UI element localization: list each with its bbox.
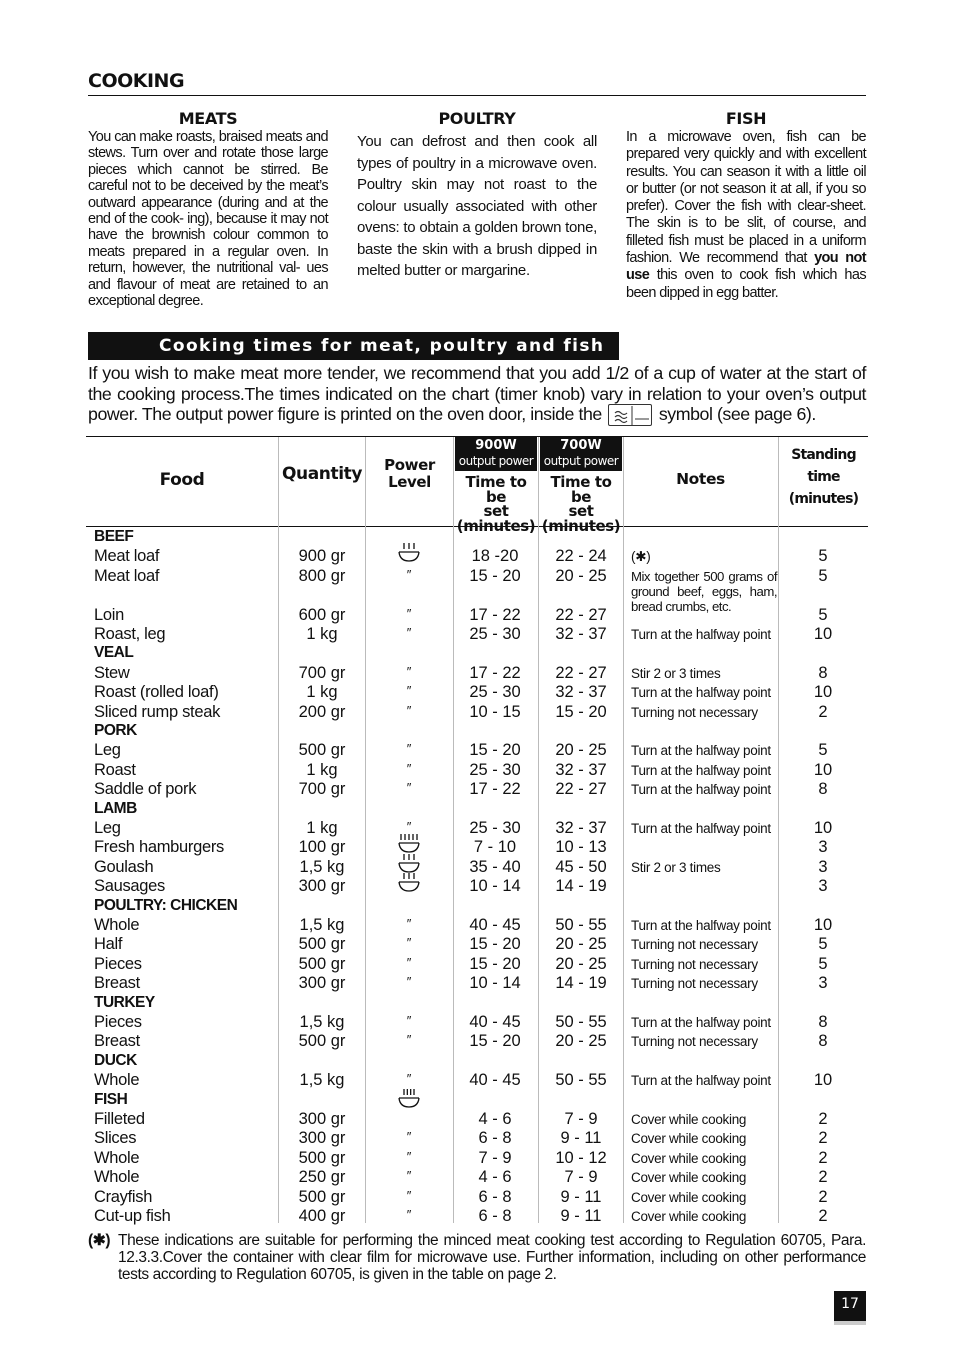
section-banner: Cooking times for meat, poultry and fish [88,332,619,360]
standing-time: 5 [818,566,828,585]
footnote-mark: (✱) [88,1232,111,1249]
quantity-value: 800 gr [298,566,346,585]
power-level: ″ [406,663,412,679]
power-level: ″ [406,916,412,931]
table-row [0,838,954,857]
header-time-700 [540,475,622,533]
time-900w: 6 - 8 [478,1129,512,1148]
note-text: Cover while cooking [631,1209,747,1224]
header-power-line1: Power [384,456,435,474]
power-level-icon [366,541,452,563]
time-set-line3: (minutes) [456,516,536,535]
table-row [0,606,954,625]
food-name: Breast [94,974,140,993]
time-900w: 25 - 30 [469,819,521,837]
quantity-value: 300 gr [298,1110,346,1128]
standing-time: 10 [813,760,833,779]
time-900w: 15 - 20 [469,935,521,954]
quantity-value: 300 gr [298,974,346,993]
standing-time: 5 [818,605,828,624]
time-700w: 14 - 19 [555,877,607,896]
section-title: COOKING [88,70,185,92]
category-row [0,528,954,547]
table-row [0,741,954,760]
quantity-value: 1 kg [306,760,338,779]
time-700w: 20 - 25 [555,741,607,760]
standing-time: 2 [818,1207,828,1225]
time-700w: 32 - 37 [555,819,607,837]
title-rule [88,95,866,96]
note-text: Stir 2 or 3 times [631,859,721,875]
table-row [0,1188,954,1207]
category-label: LAMB [94,799,137,817]
food-name: Breast [94,1032,140,1051]
power-level: ″ [406,566,412,582]
time-700w: 22 - 27 [555,780,607,799]
note-text: Turn at the halfway point [631,1015,771,1030]
table-row [0,547,954,566]
time-700w: 50 - 55 [555,916,607,934]
time-set-line3: (minutes) [541,516,621,535]
table-row [0,664,954,683]
table-row [0,1071,954,1090]
standing-time: 3 [818,877,828,896]
quantity-value: 700 gr [298,663,346,682]
page-number: 17 [834,1291,866,1321]
category-row [0,722,954,741]
standing-time: 5 [818,741,828,760]
header-power [366,457,453,491]
fish-heading: FISH [725,109,767,128]
standing-line2: time [807,469,840,485]
category-row [0,994,954,1013]
time-900w: 4 - 6 [478,1168,512,1187]
food-name: Whole [94,1168,140,1187]
food-name: Half [94,935,123,954]
time-700w: 50 - 55 [555,1013,607,1031]
power-level: ″ [406,625,412,640]
table-row [0,1207,954,1226]
table-row [0,683,954,702]
quantity-value: 1,5 kg [299,916,345,934]
meats-heading: MEATS [178,109,238,128]
food-name: Pieces [94,1013,142,1031]
note-text: Turning not necessary [631,956,758,972]
time-700w: 10 - 13 [555,838,607,857]
header-900w-label: 900W [475,438,517,453]
quantity-value: 400 gr [298,1207,346,1225]
header-standing [779,444,868,510]
note-text: Cover while cooking [631,1150,747,1166]
power-level: ″ [406,1187,412,1203]
standing-time: 10 [813,625,833,643]
quantity-value: 300 gr [298,1129,346,1148]
food-name: Meat loaf [94,566,160,585]
table-row [0,1129,954,1148]
category-row [0,1091,954,1110]
power-level: ″ [406,1168,412,1184]
time-900w: 40 - 45 [469,916,521,934]
note-text: Turn at the halfway point [631,918,771,933]
note-text: Turn at the halfway point [631,685,771,701]
time-900w: 18 -20 [471,547,519,566]
note-text: (✱) [631,549,651,565]
time-900w: 7 - 9 [478,1148,512,1167]
note-text: Turning not necessary [631,976,758,992]
food-name: Whole [94,1071,140,1090]
time-900w: 10 - 14 [469,877,521,896]
standing-time: 2 [818,702,828,721]
category-label: DUCK [94,1051,137,1069]
table-row [0,761,954,780]
note-text: Turn at the halfway point [631,782,771,798]
standing-time: 8 [818,1032,828,1051]
category-row [0,1052,954,1071]
time-700w: 7 - 9 [564,1110,598,1128]
time-900w: 17 - 22 [469,663,521,682]
table-row [0,1013,954,1032]
power-level: ″ [406,935,412,951]
power-level: ″ [406,702,412,718]
table-row [0,1110,954,1129]
food-name: Loin [94,605,124,624]
food-name: Pieces [94,954,142,973]
standing-time: 10 [813,916,833,934]
time-700w: 32 - 37 [555,683,607,702]
food-name: Roast [94,760,136,779]
food-name: Sliced rump steak [94,702,221,721]
time-700w: 22 - 27 [555,663,607,682]
standing-time: 3 [818,857,828,876]
power-level: ″ [406,974,412,990]
standing-time: 5 [818,935,828,954]
note-text: Cover while cooking [631,1170,747,1186]
power-level: ″ [406,1032,412,1048]
table-row [0,974,954,993]
note-text: Turn at the halfway point [631,1073,771,1089]
category-row [0,800,954,819]
footnote-text: These indications are suitable for performing the minced meat cooking test according to Regulation 60705, Para. 12.3.3.Cover the container with clear film for microwave use. Further information, including on other performance tests according to Regulation 60705, is given in the table on page 2. [118,1232,866,1284]
time-700w: 22 - 24 [555,547,607,566]
table-row [0,955,954,974]
time-700w: 9 - 11 [560,1129,602,1148]
standing-time: 8 [818,1013,828,1031]
time-700w: 22 - 27 [555,605,607,624]
time-900w: 4 - 6 [478,1110,512,1128]
power-level-icon [366,1087,452,1109]
time-700w: 20 - 25 [555,935,607,954]
food-name: Meat loaf [94,547,160,566]
table-row [0,877,954,896]
standing-time: 2 [818,1110,828,1128]
header-700w-label: 700W [560,438,602,453]
note-text: Turn at the halfway point [631,743,771,759]
power-level-icon [366,871,452,893]
standing-time: 2 [818,1168,828,1187]
food-name: Saddle of pork [94,780,197,799]
fish-text-part2: this oven to cook fish which has been dipped in egg batter. [626,267,866,301]
category-label: PORK [94,722,137,739]
time-900w: 35 - 40 [469,857,521,876]
time-700w: 20 - 25 [555,954,607,973]
food-name: Roast, leg [94,625,166,643]
time-700w: 7 - 9 [564,1168,598,1187]
time-set-line2: set [568,502,594,520]
poultry-heading: POULTRY [438,109,516,128]
time-700w: 20 - 25 [555,1032,607,1051]
standing-time: 3 [818,838,828,857]
note-text: Turn at the halfway point [631,821,771,836]
time-700w: 9 - 11 [560,1187,602,1206]
time-900w: 6 - 8 [478,1187,512,1206]
food-name: Crayfish [94,1187,153,1206]
fish-text-bold: you not use [626,250,866,284]
header-quantity: Quantity [281,464,363,484]
food-name: Leg [94,819,121,837]
header-power-line2: Level [388,473,431,491]
category-row [0,644,954,663]
time-700w: 14 - 19 [555,974,607,993]
power-level: ″ [406,954,412,970]
category-label: VEAL [94,644,134,662]
time-900w: 25 - 30 [469,625,521,643]
power-level: ″ [406,605,412,621]
quantity-value: 1 kg [306,683,338,702]
food-name: Leg [94,741,121,760]
table-row [0,586,954,605]
time-900w: 6 - 8 [478,1207,512,1225]
time-700w: 9 - 11 [560,1207,602,1225]
note-text: Turning not necessary [631,937,758,953]
intro-text-end: symbol (see page 6). [658,404,816,425]
footnote [88,1232,866,1284]
power-level: ″ [406,741,412,757]
header-700w [540,437,622,471]
time-900w: 40 - 45 [469,1013,521,1031]
quantity-value: 500 gr [298,741,346,760]
category-label: POULTRY: CHICKEN [94,896,238,914]
power-level: ″ [406,683,412,699]
category-label: BEEF [94,528,134,545]
time-700w: 45 - 50 [555,857,607,876]
standing-time: 10 [813,1071,833,1090]
time-700w: 50 - 55 [555,1071,607,1090]
time-900w: 25 - 30 [469,760,521,779]
food-name: Sausages [94,877,165,896]
time-900w: 15 - 20 [469,1032,521,1051]
note-text: Turning not necessary [631,704,758,720]
time-set-line1: Time to be [465,473,527,506]
category-label: FISH [94,1090,128,1108]
time-900w: 25 - 30 [469,683,521,702]
power-level: ″ [406,819,412,834]
header-food: Food [159,470,205,490]
intro-paragraph [88,363,866,426]
table-row [0,780,954,799]
quantity-value: 1,5 kg [299,857,345,876]
microwave-symbol-icon [608,404,652,426]
time-700w: 32 - 37 [555,760,607,779]
time-set-line2: set [483,502,509,520]
table-row [0,1149,954,1168]
standing-time: 3 [818,974,828,993]
time-900w: 7 - 10 [473,838,517,857]
standing-time: 2 [818,1148,828,1167]
standing-line1: Standing [791,447,856,463]
quantity-value: 500 gr [298,935,346,954]
note-text: Turn at the halfway point [631,627,771,642]
standing-time: 8 [818,780,828,799]
quantity-value: 600 gr [298,605,346,624]
header-notes: Notes [676,470,725,488]
table-row [0,625,954,644]
quantity-value: 1,5 kg [299,1071,345,1090]
power-level: ″ [406,1129,412,1145]
quantity-value: 200 gr [298,702,346,721]
food-name: Whole [94,1148,140,1167]
standing-time: 8 [818,663,828,682]
note-text: Turning not necessary [631,1034,758,1050]
time-900w: 10 - 14 [469,974,521,993]
table-row [0,916,954,935]
standing-time: 5 [818,547,828,566]
power-level: ″ [406,780,412,796]
meats-text: You can make roasts, braised meats and stews. Turn over and rotate those large pieces which cannot be stirred. Be careful not to be deceived by the meat’s outward appearance (during and at the end of the cook- ing), because it may not have the brownish colour common to meats prepared in a regular oven. In return, however, the nutritional val- ues and flavour of meat are retained to an exceptional degree. [88,129,328,310]
header-700w-sub: output power [543,454,619,468]
standing-time: 5 [818,954,828,973]
header-900w-sub: output power [458,454,534,468]
food-name: Cut-up fish [94,1207,171,1225]
time-900w: 40 - 45 [469,1071,521,1090]
time-900w: 15 - 20 [469,741,521,760]
table-row [0,1168,954,1187]
table-row [0,819,954,838]
time-700w: 20 - 25 [555,566,607,585]
power-level: ″ [406,1071,412,1087]
quantity-value: 500 gr [298,1032,346,1051]
note-text: Mix together 500 grams of ground beef, eggs, ham, bread crumbs, etc. [631,568,777,614]
note-text: Stir 2 or 3 times [631,665,721,681]
category-label: TURKEY [94,993,155,1011]
standing-time: 2 [818,1129,828,1148]
time-700w: 32 - 37 [555,625,607,643]
note-text: Cover while cooking [631,1131,747,1147]
quantity-value: 500 gr [298,1187,346,1206]
time-900w: 17 - 22 [469,780,521,799]
power-level: ″ [406,760,412,776]
quantity-value: 1,5 kg [299,1013,345,1031]
food-name: Fresh hamburgers [94,838,225,857]
power-level: ″ [406,1013,412,1028]
time-900w: 17 - 22 [469,605,521,624]
table-row [0,1032,954,1051]
time-900w: 10 - 15 [469,702,521,721]
time-set-line1: Time to be [550,473,612,506]
header-time-900 [455,475,537,533]
food-name: Stew [94,663,130,682]
time-900w: 15 - 20 [469,954,521,973]
quantity-value: 250 gr [298,1168,346,1187]
standing-time: 10 [813,819,833,837]
food-name: Whole [94,916,140,934]
category-row [0,897,954,916]
quantity-value: 300 gr [298,877,346,896]
standing-line3: (minutes) [788,491,859,507]
standing-time: 2 [818,1187,828,1206]
food-name: Filleted [94,1110,145,1128]
time-700w: 10 - 12 [555,1148,607,1167]
time-700w: 15 - 20 [555,702,607,721]
quantity-value: 900 gr [298,547,346,566]
note-text: Cover while cooking [631,1189,747,1205]
power-level: ″ [406,1207,412,1222]
quantity-value: 500 gr [298,1148,346,1167]
table-row [0,858,954,877]
food-name: Slices [94,1129,137,1148]
food-name: Goulash [94,857,154,876]
poultry-text: You can defrost and then cook all types of poultry in a microwave oven. Poultry skin may not roast to the colour usually associated with other ovens: to obtain a golden brown tone, baste the skin with a brush dipped in melted butter or margarine. [357,133,597,279]
time-900w: 15 - 20 [469,566,521,585]
fish-text-part1: In a microwave oven, fish can be prepared very quickly and with excellent results. You can season it with a little oil or butter (or not season it at all, if you so prefer). Cover the fish with clear-sheet. The skin is to be slit, of course, and filleted fish must be placed in a uniform fashion. We recommend that [626,129,866,267]
quantity-value: 700 gr [298,780,346,799]
intro-text: If you wish to make meat more tender, we recommend that you add 1/2 of a cup of water at the start of the cooking process.The times indicated on the chart (timer knob) vary in relation to your oven’s output power. The output power figure is printed on the oven door, inside the [88,363,866,425]
quantity-value: 100 gr [298,838,346,857]
power-level: ″ [406,1148,412,1164]
table-row [0,566,954,614]
fish-text [626,129,866,302]
quantity-value: 500 gr [298,954,346,973]
quantity-value: 1 kg [306,625,338,643]
header-900w [455,437,537,471]
note-text: Turn at the halfway point [631,762,771,778]
note-text: Cover while cooking [631,1112,747,1127]
standing-time: 10 [813,683,833,702]
food-name: Roast (rolled loaf) [94,683,219,702]
quantity-value: 1 kg [306,819,338,837]
table-row [0,703,954,722]
table-row [0,935,954,954]
